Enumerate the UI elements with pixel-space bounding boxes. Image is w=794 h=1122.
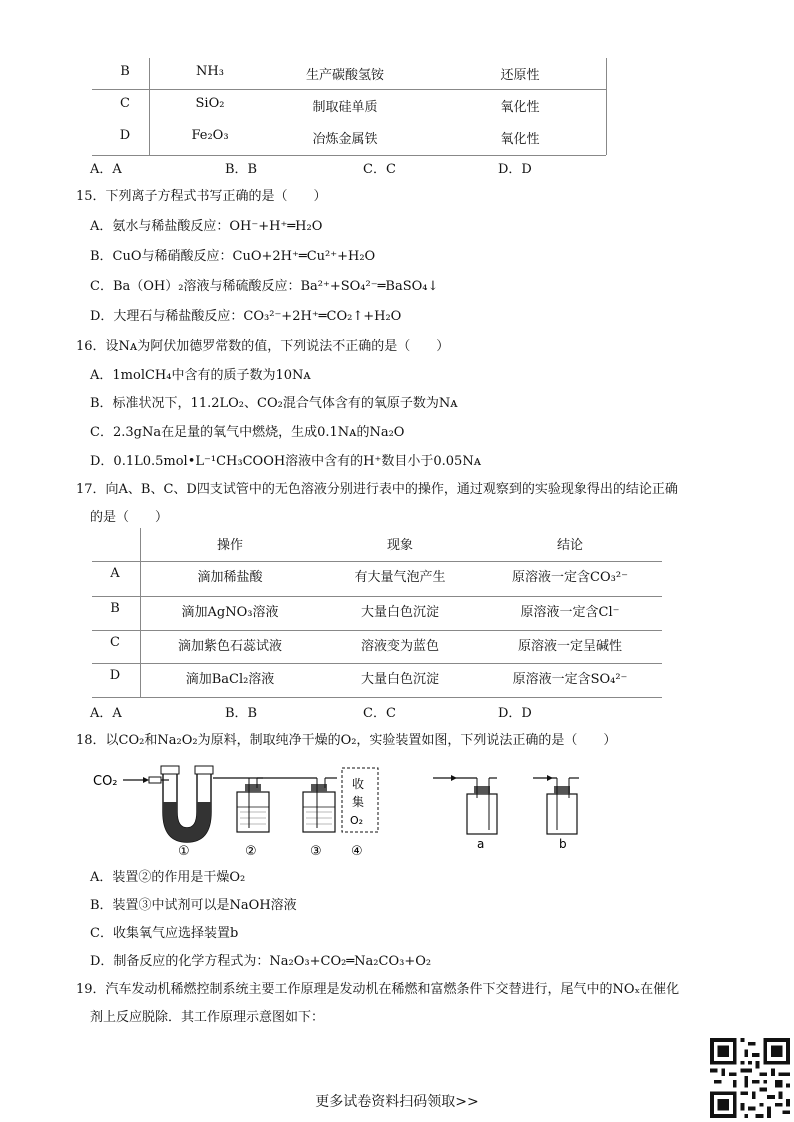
- table-cell-letter: A: [110, 566, 120, 581]
- table-rule: [92, 561, 662, 562]
- collect-box-4: [342, 768, 378, 832]
- q19-line2: 剂上反应脱除．其工作原理示意图如下：: [90, 1010, 325, 1025]
- collect-char: O₂: [350, 814, 364, 827]
- table-divider: [140, 528, 141, 697]
- choice-d[interactable]: D．D: [498, 162, 532, 177]
- q18-stem: 18．以CO₂和Na₂O₂为原料，制取纯净干燥的O₂，实验装置如图，下列说法正确的是（ ）: [76, 733, 617, 748]
- co2-label: CO₂: [93, 774, 118, 789]
- collect-char: 集: [352, 795, 365, 809]
- table-cell-phen: 有大量气泡产生: [354, 570, 446, 585]
- choice-a[interactable]: A．A: [90, 162, 122, 177]
- q16-option-a[interactable]: A．1molCH₄中含有的质子数为10Nᴀ: [90, 368, 311, 383]
- collect-char: 收: [352, 777, 365, 791]
- table-cell-letter: C: [120, 96, 130, 111]
- table-cell-use: 制取硅单质: [312, 100, 378, 115]
- label-2: ②: [245, 844, 257, 856]
- choice-c[interactable]: C．C: [363, 706, 396, 721]
- table-header-op: 操作: [216, 538, 243, 553]
- q17-stem-line1: 17．向A、B、C、D四支试管中的无色溶液分别进行表中的操作，通过观察到的实验现象得出的结论正确: [76, 482, 678, 497]
- table-cell-letter: B: [120, 64, 130, 79]
- table-rule: [92, 663, 662, 664]
- table-cell-op: 滴加紫色石蕊试液: [177, 639, 282, 654]
- footer-text: 更多试卷资料扫码领取>>: [315, 1094, 479, 1110]
- q18-option-b[interactable]: B．装置③中试剂可以是NaOH溶液: [90, 898, 297, 913]
- table-cell-op: 滴加BaCl₂溶液: [185, 672, 275, 687]
- table-cell-property: 还原性: [500, 68, 540, 83]
- wash-bottle-3: [293, 778, 337, 832]
- bottle-a: [433, 775, 497, 834]
- q15-option-d[interactable]: D．大理石与稀盐酸反应：CO₃²⁻+2H⁺═CO₂↑+H₂O: [90, 309, 402, 324]
- q15-option-c[interactable]: C．Ba（OH）₂溶液与稀硫酸反应：Ba²⁺+SO₄²⁻═BaSO₄↓: [90, 279, 439, 294]
- q15-stem: 15．下列离子方程式书写正确的是（ ）: [76, 189, 327, 204]
- q16-option-c[interactable]: C．2.3gNa在足量的氧气中燃烧，生成0.1Nᴀ的Na₂O: [90, 425, 405, 440]
- label-4: ④: [351, 844, 363, 856]
- label-1: ①: [178, 844, 190, 856]
- label-a: a: [477, 837, 485, 851]
- table-cell-property: 氧化性: [500, 100, 540, 115]
- q15-option-b[interactable]: B．CuO与稀硝酸反应：CuO+2H⁺═Cu²⁺+H₂O: [90, 249, 376, 264]
- table-cell-phen: 溶液变为蓝色: [360, 639, 439, 654]
- label-b: b: [559, 837, 567, 851]
- choice-c[interactable]: C．C: [363, 162, 396, 177]
- table-cell-phen: 大量白色沉淀: [360, 672, 439, 687]
- table-cell-use: 生产碳酸氢铵: [305, 68, 384, 83]
- table-cell-concl: 原溶液一定呈碱性: [517, 639, 622, 654]
- q16-option-d[interactable]: D．0.1L0.5mol•L⁻¹CH₃COOH溶液中含有的H⁺数目小于0.05Nᴀ: [90, 454, 482, 469]
- choice-d[interactable]: D．D: [498, 706, 532, 721]
- table-cell-concl: 原溶液一定含SO₄²⁻: [512, 672, 628, 687]
- apparatus-figure: [85, 752, 595, 856]
- q16-option-b[interactable]: B．标准状况下，11.2LO₂、CO₂混合气体含有的氧原子数为Nᴀ: [90, 396, 458, 411]
- q17-stem-line2: 的是（ ）: [90, 510, 169, 525]
- table-rule: [92, 596, 662, 597]
- table-header-concl: 结论: [556, 538, 583, 553]
- table-cell-letter: B: [110, 601, 120, 616]
- table-divider: [606, 58, 607, 155]
- choice-b[interactable]: B．B: [225, 706, 258, 721]
- table-cell-use: 冶炼金属铁: [312, 132, 378, 147]
- table-cell-concl: 原溶液一定含Cl⁻: [520, 605, 620, 620]
- table-rule: [92, 630, 662, 631]
- q18-option-c[interactable]: C．收集氧气应选择装置b: [90, 926, 239, 941]
- table-cell-op: 滴加稀盐酸: [197, 570, 263, 585]
- label-3: ③: [310, 844, 322, 856]
- inlet-arrow: [123, 777, 161, 783]
- bottle-b: [533, 775, 579, 834]
- table-rule: [92, 155, 606, 156]
- table-rule: [92, 697, 662, 698]
- table-cell-substance: Fe₂O₃: [191, 128, 229, 143]
- q16-stem: 16．设Nᴀ为阿伏加德罗常数的值，下列说法不正确的是（ ）: [76, 339, 450, 354]
- table-rule: [92, 89, 606, 90]
- table-cell-letter: D: [109, 668, 121, 683]
- table-cell-letter: C: [110, 635, 120, 650]
- table-cell-substance: NH₃: [196, 64, 224, 79]
- table-cell-letter: D: [119, 128, 131, 143]
- table-header-phen: 现象: [386, 538, 413, 553]
- q18-option-a[interactable]: A．装置②的作用是干燥O₂: [90, 870, 246, 885]
- table-cell-phen: 大量白色沉淀: [360, 605, 439, 620]
- q15-option-a[interactable]: A．氨水与稀盐酸反应：OH⁻+H⁺═H₂O: [90, 219, 323, 234]
- table-cell-substance: SiO₂: [195, 96, 225, 111]
- table-cell-property: 氧化性: [500, 132, 540, 147]
- choice-b[interactable]: B．B: [225, 162, 258, 177]
- q18-option-d[interactable]: D．制备反应的化学方程式为：Na₂O₃+CO₂═Na₂CO₃+O₂: [90, 954, 432, 969]
- wash-bottle-2: [237, 778, 293, 832]
- q19-line1: 19．汽车发动机稀燃控制系统主要工作原理是发动机在稀燃和富燃条件下交替进行，尾气中的NOₓ在催化: [76, 982, 680, 997]
- table-cell-concl: 原溶液一定含CO₃²⁻: [512, 570, 628, 585]
- table-divider: [149, 58, 150, 155]
- choice-a[interactable]: A．A: [90, 706, 122, 721]
- table-cell-op: 滴加AgNO₃溶液: [181, 605, 279, 620]
